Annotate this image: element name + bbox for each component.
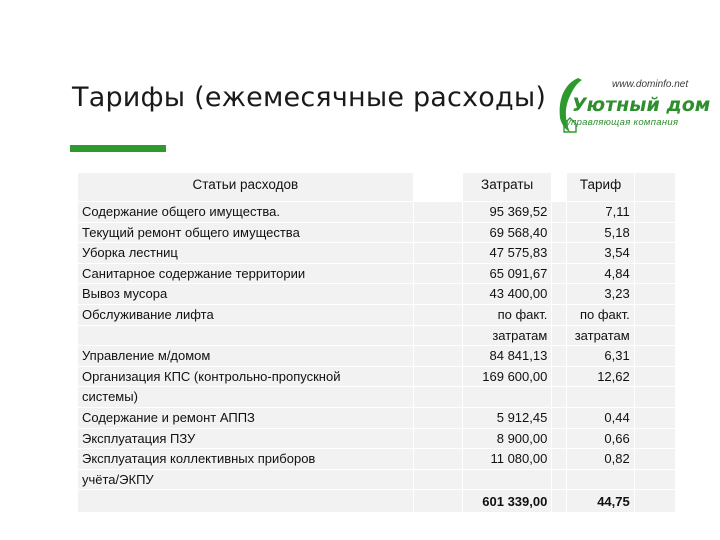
table-row — [78, 449, 676, 470]
logo-subtitle: управляющая компания — [566, 117, 679, 128]
row-tariff: 12,62 — [567, 366, 634, 387]
tariff-table — [77, 172, 676, 513]
row-tariff: 5,18 — [567, 222, 634, 243]
logo-url[interactable]: www.dominfo.net — [612, 79, 689, 90]
header-items: Статьи расходов — [78, 173, 414, 202]
row-cost: 65 091,67 — [462, 263, 551, 284]
row-cost: затратам — [462, 325, 551, 346]
title-accent-bar — [70, 145, 166, 152]
total-cost: 601 339,00 — [462, 490, 551, 513]
row-cost: 47 575,83 — [462, 243, 551, 264]
table-row — [78, 346, 676, 367]
row-item: Санитарное содержание территории — [78, 263, 414, 284]
row-cost: 11 080,00 — [462, 449, 551, 470]
table-header-row — [78, 173, 676, 202]
row-item: Управление м/домом — [78, 346, 414, 367]
header-tariff: Тариф — [567, 173, 634, 202]
table-row — [78, 243, 676, 264]
row-item: учёта/ЭКПУ — [78, 469, 414, 490]
row-item: Содержание общего имущества. — [78, 202, 414, 223]
row-cost: 169 600,00 — [462, 366, 551, 387]
row-tariff: 7,11 — [567, 202, 634, 223]
row-item: Вывоз мусора — [78, 284, 414, 305]
row-item — [78, 325, 414, 346]
row-tariff: 0,66 — [567, 428, 634, 449]
row-item: Текущий ремонт общего имущества — [78, 222, 414, 243]
row-item: Эксплуатация коллективных приборов — [78, 449, 414, 470]
table-row — [78, 469, 676, 490]
row-tariff — [567, 387, 634, 408]
row-cost: 69 568,40 — [462, 222, 551, 243]
row-item: Уборка лестниц — [78, 243, 414, 264]
row-item: Содержание и ремонт АППЗ — [78, 407, 414, 428]
table-row — [78, 428, 676, 449]
row-cost: 84 841,13 — [462, 346, 551, 367]
table-row — [78, 325, 676, 346]
row-cost — [462, 469, 551, 490]
page-title: Тарифы (ежемесячные расходы) — [72, 82, 547, 113]
table-row — [78, 284, 676, 305]
row-cost — [462, 387, 551, 408]
table-row — [78, 222, 676, 243]
row-cost: 43 400,00 — [462, 284, 551, 305]
row-item: Обслуживание лифта — [78, 304, 414, 325]
row-tariff: 3,54 — [567, 243, 634, 264]
row-tariff: по факт. — [567, 304, 634, 325]
table-row — [78, 366, 676, 387]
header-cost: Затраты — [462, 173, 551, 202]
row-item: системы) — [78, 387, 414, 408]
row-cost: по факт. — [462, 304, 551, 325]
row-item: Организация КПС (контрольно-пропускной — [78, 366, 414, 387]
row-cost: 8 900,00 — [462, 428, 551, 449]
table-row — [78, 263, 676, 284]
row-tariff: затратам — [567, 325, 634, 346]
row-tariff: 0,82 — [567, 449, 634, 470]
row-tariff: 6,31 — [567, 346, 634, 367]
table-row — [78, 202, 676, 223]
row-item: Эксплуатация ПЗУ — [78, 428, 414, 449]
row-tariff: 0,44 — [567, 407, 634, 428]
table-row — [78, 407, 676, 428]
row-tariff: 4,84 — [567, 263, 634, 284]
row-cost: 95 369,52 — [462, 202, 551, 223]
row-tariff — [567, 469, 634, 490]
table-total-row — [78, 490, 676, 513]
row-cost: 5 912,45 — [462, 407, 551, 428]
total-tariff: 44,75 — [567, 490, 634, 513]
table-row — [78, 387, 676, 408]
logo-name: Уютный дом — [572, 94, 711, 116]
total-item — [78, 490, 414, 513]
table-row — [78, 304, 676, 325]
row-tariff: 3,23 — [567, 284, 634, 305]
